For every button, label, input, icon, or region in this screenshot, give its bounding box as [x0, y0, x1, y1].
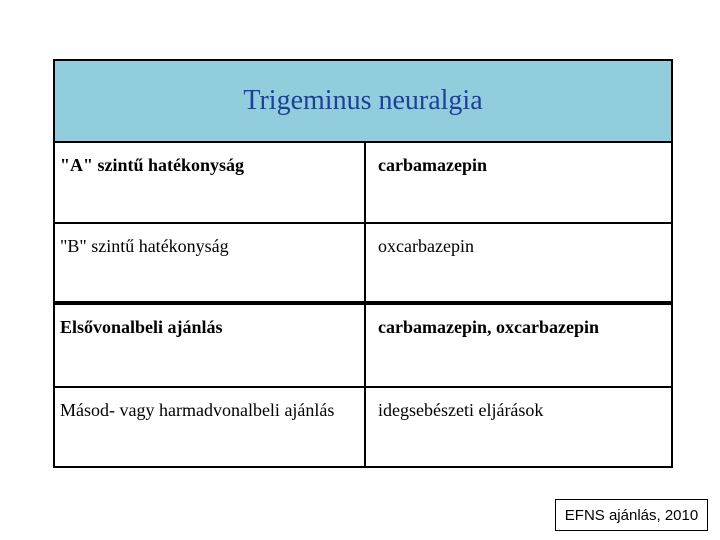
- table-title: Trigeminus neuralgia: [243, 85, 483, 116]
- treatment-value: idegsebészeti eljárások: [364, 388, 671, 466]
- table-row: [55, 305, 671, 388]
- recommendation-label: Elsővonalbeli ajánlás: [60, 317, 223, 337]
- table-row: [55, 388, 671, 466]
- citation-box: EFNS ajánlás, 2010: [555, 499, 708, 531]
- table-header: [55, 61, 671, 143]
- table-row: [55, 224, 671, 305]
- recommendation-label: Másod- vagy harmadvonalbeli ajánlás: [60, 400, 335, 420]
- evidence-level-label: "B" szintű hatékonyság: [60, 236, 229, 256]
- drug-value: carbamazepin, oxcarbazepin: [364, 305, 671, 386]
- drug-value: carbamazepin: [364, 143, 671, 222]
- treatment-table: [53, 59, 673, 468]
- table-row: [55, 143, 671, 224]
- drug-value: oxcarbazepin: [364, 224, 671, 301]
- evidence-level-label: "A" szintű hatékonyság: [60, 155, 245, 175]
